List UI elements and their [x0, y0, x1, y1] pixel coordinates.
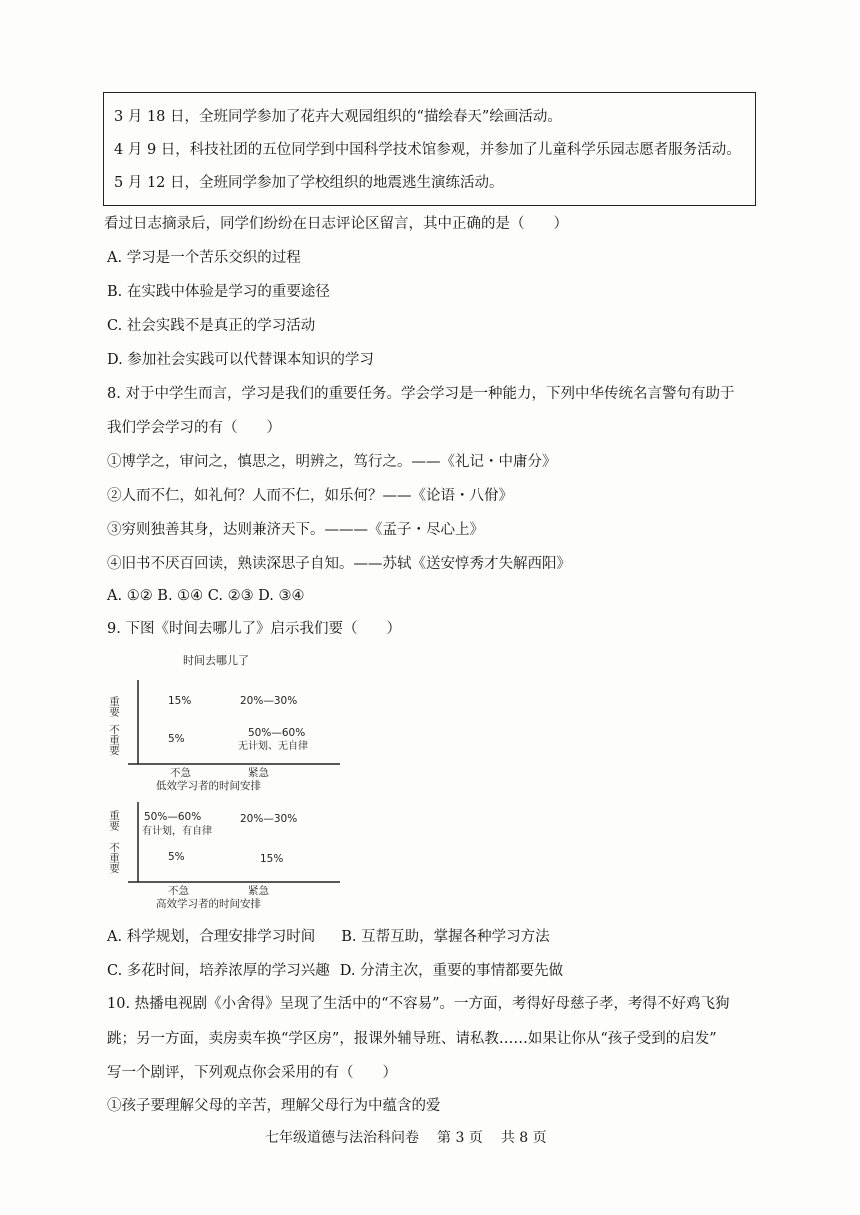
question-7-option-d: D. 参加社会实践可以代替课本知识的学习 — [107, 352, 374, 368]
question-9-options-cd — [107, 961, 563, 981]
low-label-not-important: 不重要 — [108, 724, 120, 756]
question-9-option-c: C. 多花时间，培养浓厚的学习兴趣 — [107, 963, 330, 979]
diary-line: 5 月 12 日，全班同学参加了学校组织的地震逃生演练活动。 — [114, 175, 504, 191]
page-footer — [265, 1127, 565, 1147]
question-9-stem: 9. 下图《时间去哪儿了》启示我们要（ ） — [107, 621, 401, 637]
question-8-item-2: ②人而不仁，如礼何？人而不仁，如乐何？——《论语・八佾》 — [107, 488, 513, 504]
diary-excerpt-box — [103, 92, 756, 206]
footer-total-pages: 共 8 页 — [500, 1130, 547, 1146]
low-cell-not-important-not-urgent: 5% — [168, 733, 185, 745]
question-8-options: A. ①② B. ①④ C. ②③ D. ③④ — [107, 588, 305, 604]
high-cell-not-important-not-urgent: 5% — [168, 851, 185, 863]
high-x-urgent: 紧急 — [248, 885, 269, 897]
low-caption: 低效学习者的时间安排 — [156, 780, 261, 792]
low-cell-important-not-urgent: 15% — [168, 695, 192, 707]
question-7-stem: 看过日志摘录后，同学们纷纷在日志评论区留言，其中正确的是（ ） — [104, 216, 568, 232]
high-cell-important-not-urgent: 50%—60% — [144, 811, 202, 823]
question-8-item-4: ④旧书不厌百回读，熟读深思子自知。——苏轼《送安惇秀才失解西阳》 — [107, 556, 571, 572]
high-cell-note: 有计划，有自律 — [142, 826, 212, 837]
high-label-important: 重要 — [108, 810, 120, 831]
question-7-option-c: C. 社会实践不是真正的学习活动 — [107, 318, 316, 334]
low-cell-note: 无计划、无自律 — [238, 741, 308, 752]
question-7-option-a: A. 学习是一个苦乐交织的过程 — [107, 250, 301, 266]
question-9-option-a: A. 科学规划，合理安排学习时间 — [107, 929, 316, 945]
question-10-line3: 写一个剧评，下列观点你会采用的有（ ） — [107, 1065, 397, 1081]
time-allocation-figure — [108, 652, 368, 914]
question-8-stem-line2: 我们学会学习的有（ ） — [107, 420, 281, 436]
footer-page-number: 第 3 页 — [437, 1130, 483, 1146]
low-label-important: 重要 — [108, 696, 120, 717]
question-7-option-b: B. 在实践中体验是学习的重要途径 — [107, 284, 330, 300]
high-x-not-urgent: 不急 — [168, 885, 189, 897]
question-9-options-ab — [107, 927, 550, 947]
footer-subject: 七年级道德与法治科问卷 — [265, 1130, 419, 1146]
question-9-option-d: D. 分清主次，重要的事情都要先做 — [339, 963, 564, 979]
low-cell-not-important-urgent: 50%—60% — [248, 727, 306, 739]
question-10-item-1: ①孩子要理解父母的辛苦，理解父母行为中蕴含的爱 — [107, 1098, 441, 1114]
low-cell-important-urgent: 20%—30% — [240, 695, 298, 707]
figure-title: 时间去哪儿了 — [183, 654, 249, 667]
question-8-item-1: ①博学之，审问之，慎思之，明辨之，笃行之。——《礼记・中庸分》 — [107, 454, 557, 470]
high-caption: 高效学习者的时间安排 — [156, 898, 261, 910]
question-8-stem-line1: 8. 对于中学生而言，学习是我们的重要任务。学会学习是一种能力，下列中华传统名言警句有助于 — [107, 386, 735, 402]
question-9-option-b: B. 互帮互助，掌握各种学习方法 — [341, 929, 550, 945]
high-cell-important-urgent: 20%—30% — [240, 813, 298, 825]
high-cell-not-important-urgent: 15% — [260, 853, 284, 865]
question-10-line1: 10. 热播电视剧《小舍得》呈现了生活中的“不容易”。一方面，考得好母慈子孝，考得不好鸡飞狗 — [107, 996, 730, 1012]
low-x-not-urgent: 不急 — [170, 767, 191, 779]
low-x-urgent: 紧急 — [248, 767, 269, 779]
diary-line: 3 月 18 日，全班同学参加了花卉大观园组织的“描绘春天”绘画活动。 — [114, 109, 562, 125]
question-10-line2: 跳；另一方面，卖房卖车换“学区房”，报课外辅导班、请私教……如果让你从“孩子受到的启发” — [107, 1031, 717, 1047]
question-8-item-3: ③穷则独善其身，达则兼济天下。———《孟子・尽心上》 — [107, 522, 484, 538]
diary-line: 4 月 9 日，科技社团的五位同学到中国科学技术馆参观，并参加了儿童科学乐园志愿者服务活动。 — [114, 142, 741, 158]
high-label-not-important: 不重要 — [108, 842, 120, 874]
